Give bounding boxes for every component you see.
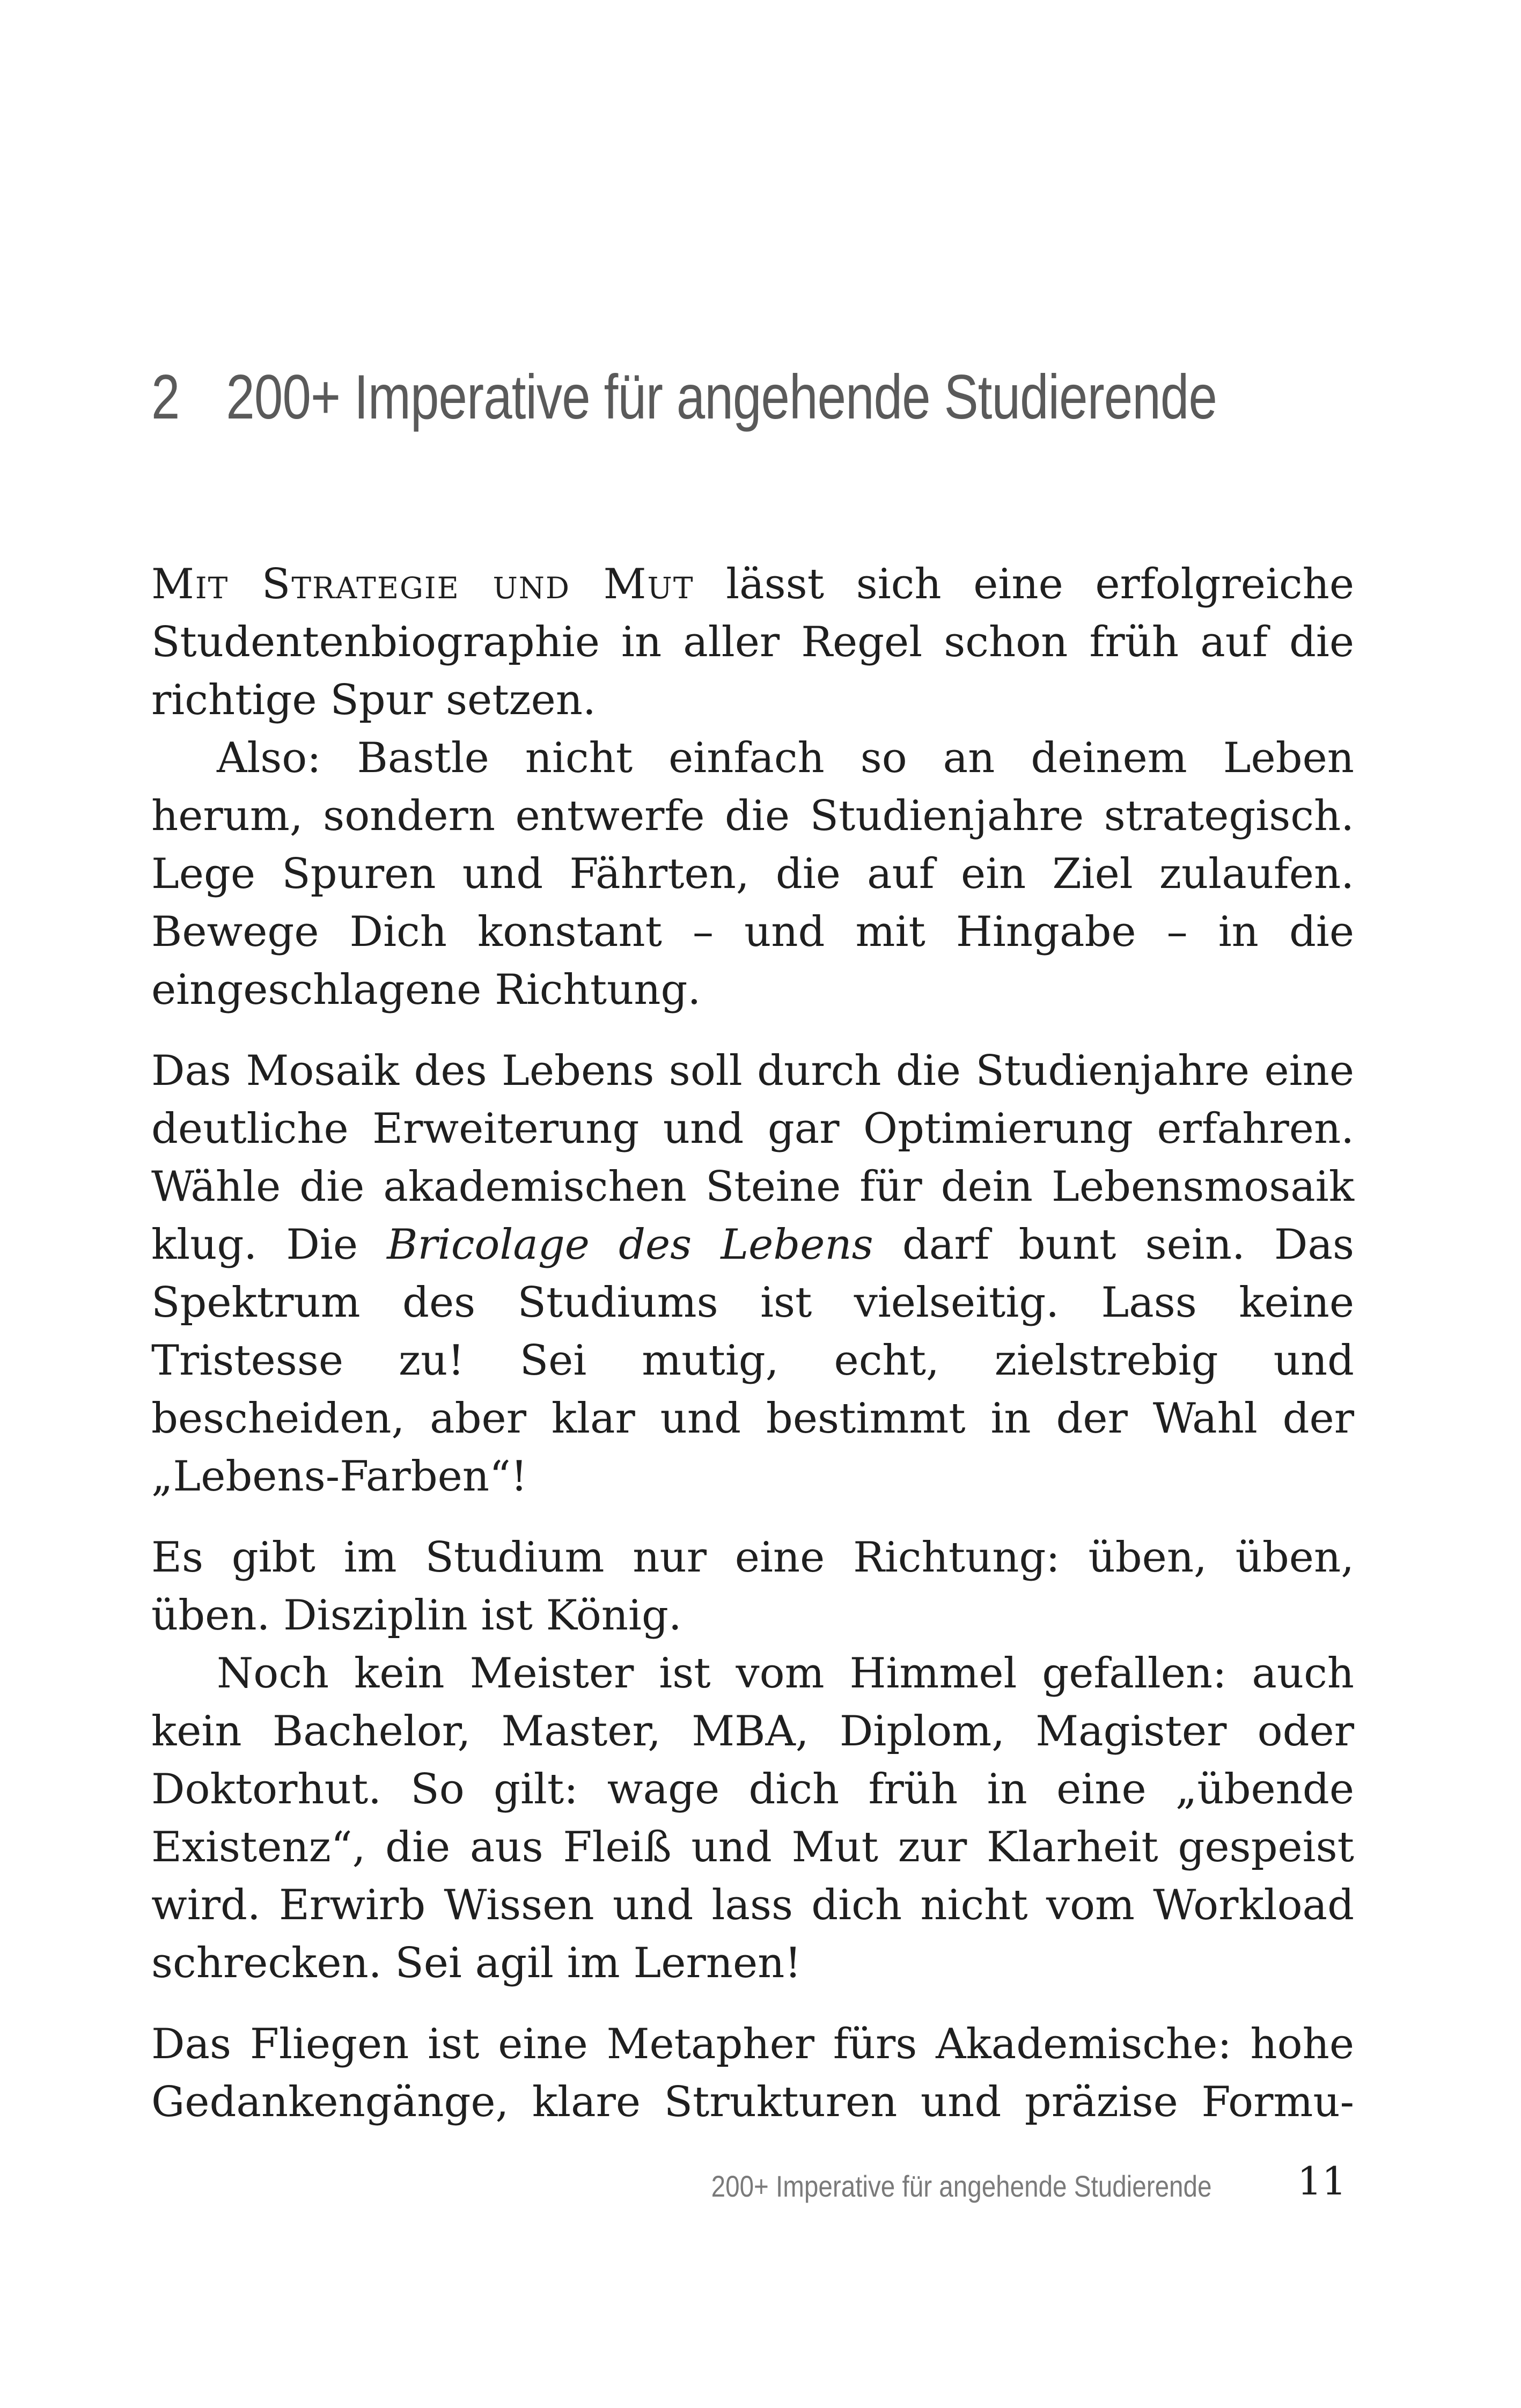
body-text <box>151 555 1354 2131</box>
paragraph-4: Es gibt im Studium nur eine Richtung: üben, üben, üben. Disziplin ist König. <box>151 1533 1354 1640</box>
paragraph-3-italic: Bricolage des Lebens <box>387 1221 873 1269</box>
paragraph-6: Das Fliegen ist eine Metapher fürs Akademische: hohe Gedankengänge, klare Strukturen und präzise Formu- <box>151 2020 1354 2126</box>
paragraph-3-text-b: darf bunt sein. Das Spektrum des Studiums ist vielseitig. Lass keine Tristesse zu! Sei mutig, echt, zielstrebig und bescheiden, aber klar und bestimmt in der Wahl der „Lebens-Farben“! <box>151 1221 1354 1501</box>
running-footer-title: 200+ Imperative für angehende Studierende <box>711 2169 1211 2203</box>
paragraph-2: Also: Bastle nicht einfach so an deinem Leben herum, sondern entwerfe die Studienjahre strategisch. Lege Spuren und Fährten, die auf ein Ziel zulaufen. Bewege Dich konstant – und mit Hingabe – in die eingeschlagene Richtung. <box>151 734 1354 1014</box>
paragraph-1-text: lässt sich eine erfolgreiche Studentenbiographie in aller Regel schon früh auf die richtige Spur setzen. <box>151 560 1354 724</box>
paragraph-3-text-a: Das Mosaik des Lebens soll durch die Studienjahre eine deutliche Erweiterung und gar Optimierung erfahren. Wähle die akademischen Steine für dein Lebensmosaik klug. Die <box>151 1047 1354 1269</box>
chapter-title: 200+ Imperative für angehende Studierende <box>226 362 1217 432</box>
paragraph-5: Noch kein Meister ist vom Himmel gefallen: auch kein Bachelor, Master, MBA, Diplom, Magister oder Doktorhut. So gilt: wage dich früh in eine „übende Existenz“, die aus Fleiß und Mut zur Klarheit gespeist wird. Erwirb Wissen und lass dich nicht vom Workload schrecken. Sei agil im Lernen! <box>151 1649 1354 1987</box>
chapter-heading <box>151 354 1217 440</box>
paragraph-1 <box>151 555 1354 729</box>
page-number: 11 <box>1297 2159 1347 2204</box>
chapter-number: 2 <box>151 362 180 432</box>
paragraph-1-lead: Mit Strategie und Mut <box>151 560 694 608</box>
paragraph-3 <box>151 1042 1354 1506</box>
